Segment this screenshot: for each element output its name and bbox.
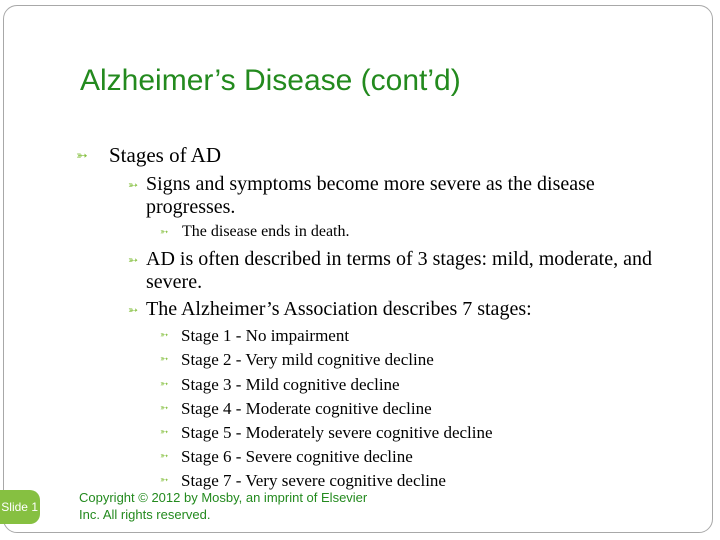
stage-text: Stage 6 - Severe cognitive decline: [181, 447, 413, 466]
bullet-text: The disease ends in death.: [182, 223, 350, 240]
stage-text: Stage 7 - Very severe cognitive decline: [181, 471, 446, 490]
bullet-arrow-icon: ➳: [160, 475, 169, 486]
bullet-arrow-icon: ➳: [160, 330, 169, 341]
bullet-arrow-icon: ➳: [128, 303, 139, 317]
copyright-notice: Copyright © 2012 by Mosby, an imprint of Elsevier Inc. All rights reserved.: [79, 490, 368, 522]
bullet-arrow-icon: ➳: [160, 354, 169, 365]
bullet-arrow-icon: ➳: [160, 451, 169, 462]
bullet-text: Signs and symptoms become more severe as the disease progresses.: [146, 173, 595, 218]
bullet-arrow-icon: ➳: [160, 227, 169, 238]
stage-text: Stage 5 - Moderately severe cognitive decline: [181, 423, 493, 442]
stage-text: Stage 4 - Moderate cognitive decline: [181, 399, 432, 418]
stage-text: Stage 2 - Very mild cognitive decline: [181, 350, 434, 369]
bullet-arrow-icon: ➳: [128, 253, 139, 267]
stage-text: Stage 3 - Mild cognitive decline: [181, 375, 400, 394]
bullet-arrow-icon: ➳: [160, 379, 169, 390]
bullet-text: The Alzheimer’s Association describes 7 stages:: [146, 298, 532, 320]
slide-title: Alzheimer’s Disease (cont’d): [80, 64, 461, 97]
slide-number-badge: Slide 1: [0, 490, 40, 524]
bullet-text: AD is often described in terms of 3 stages: mild, moderate, and severe.: [146, 248, 652, 293]
stage-text: Stage 1 - No impairment: [181, 326, 350, 345]
bullet-arrow-icon: ➳: [76, 148, 88, 164]
bullet-text: Stages of AD: [109, 143, 221, 167]
bullet-arrow-icon: ➳: [128, 178, 139, 192]
bullet-arrow-icon: ➳: [160, 403, 169, 414]
bullet-arrow-icon: ➳: [160, 427, 169, 438]
